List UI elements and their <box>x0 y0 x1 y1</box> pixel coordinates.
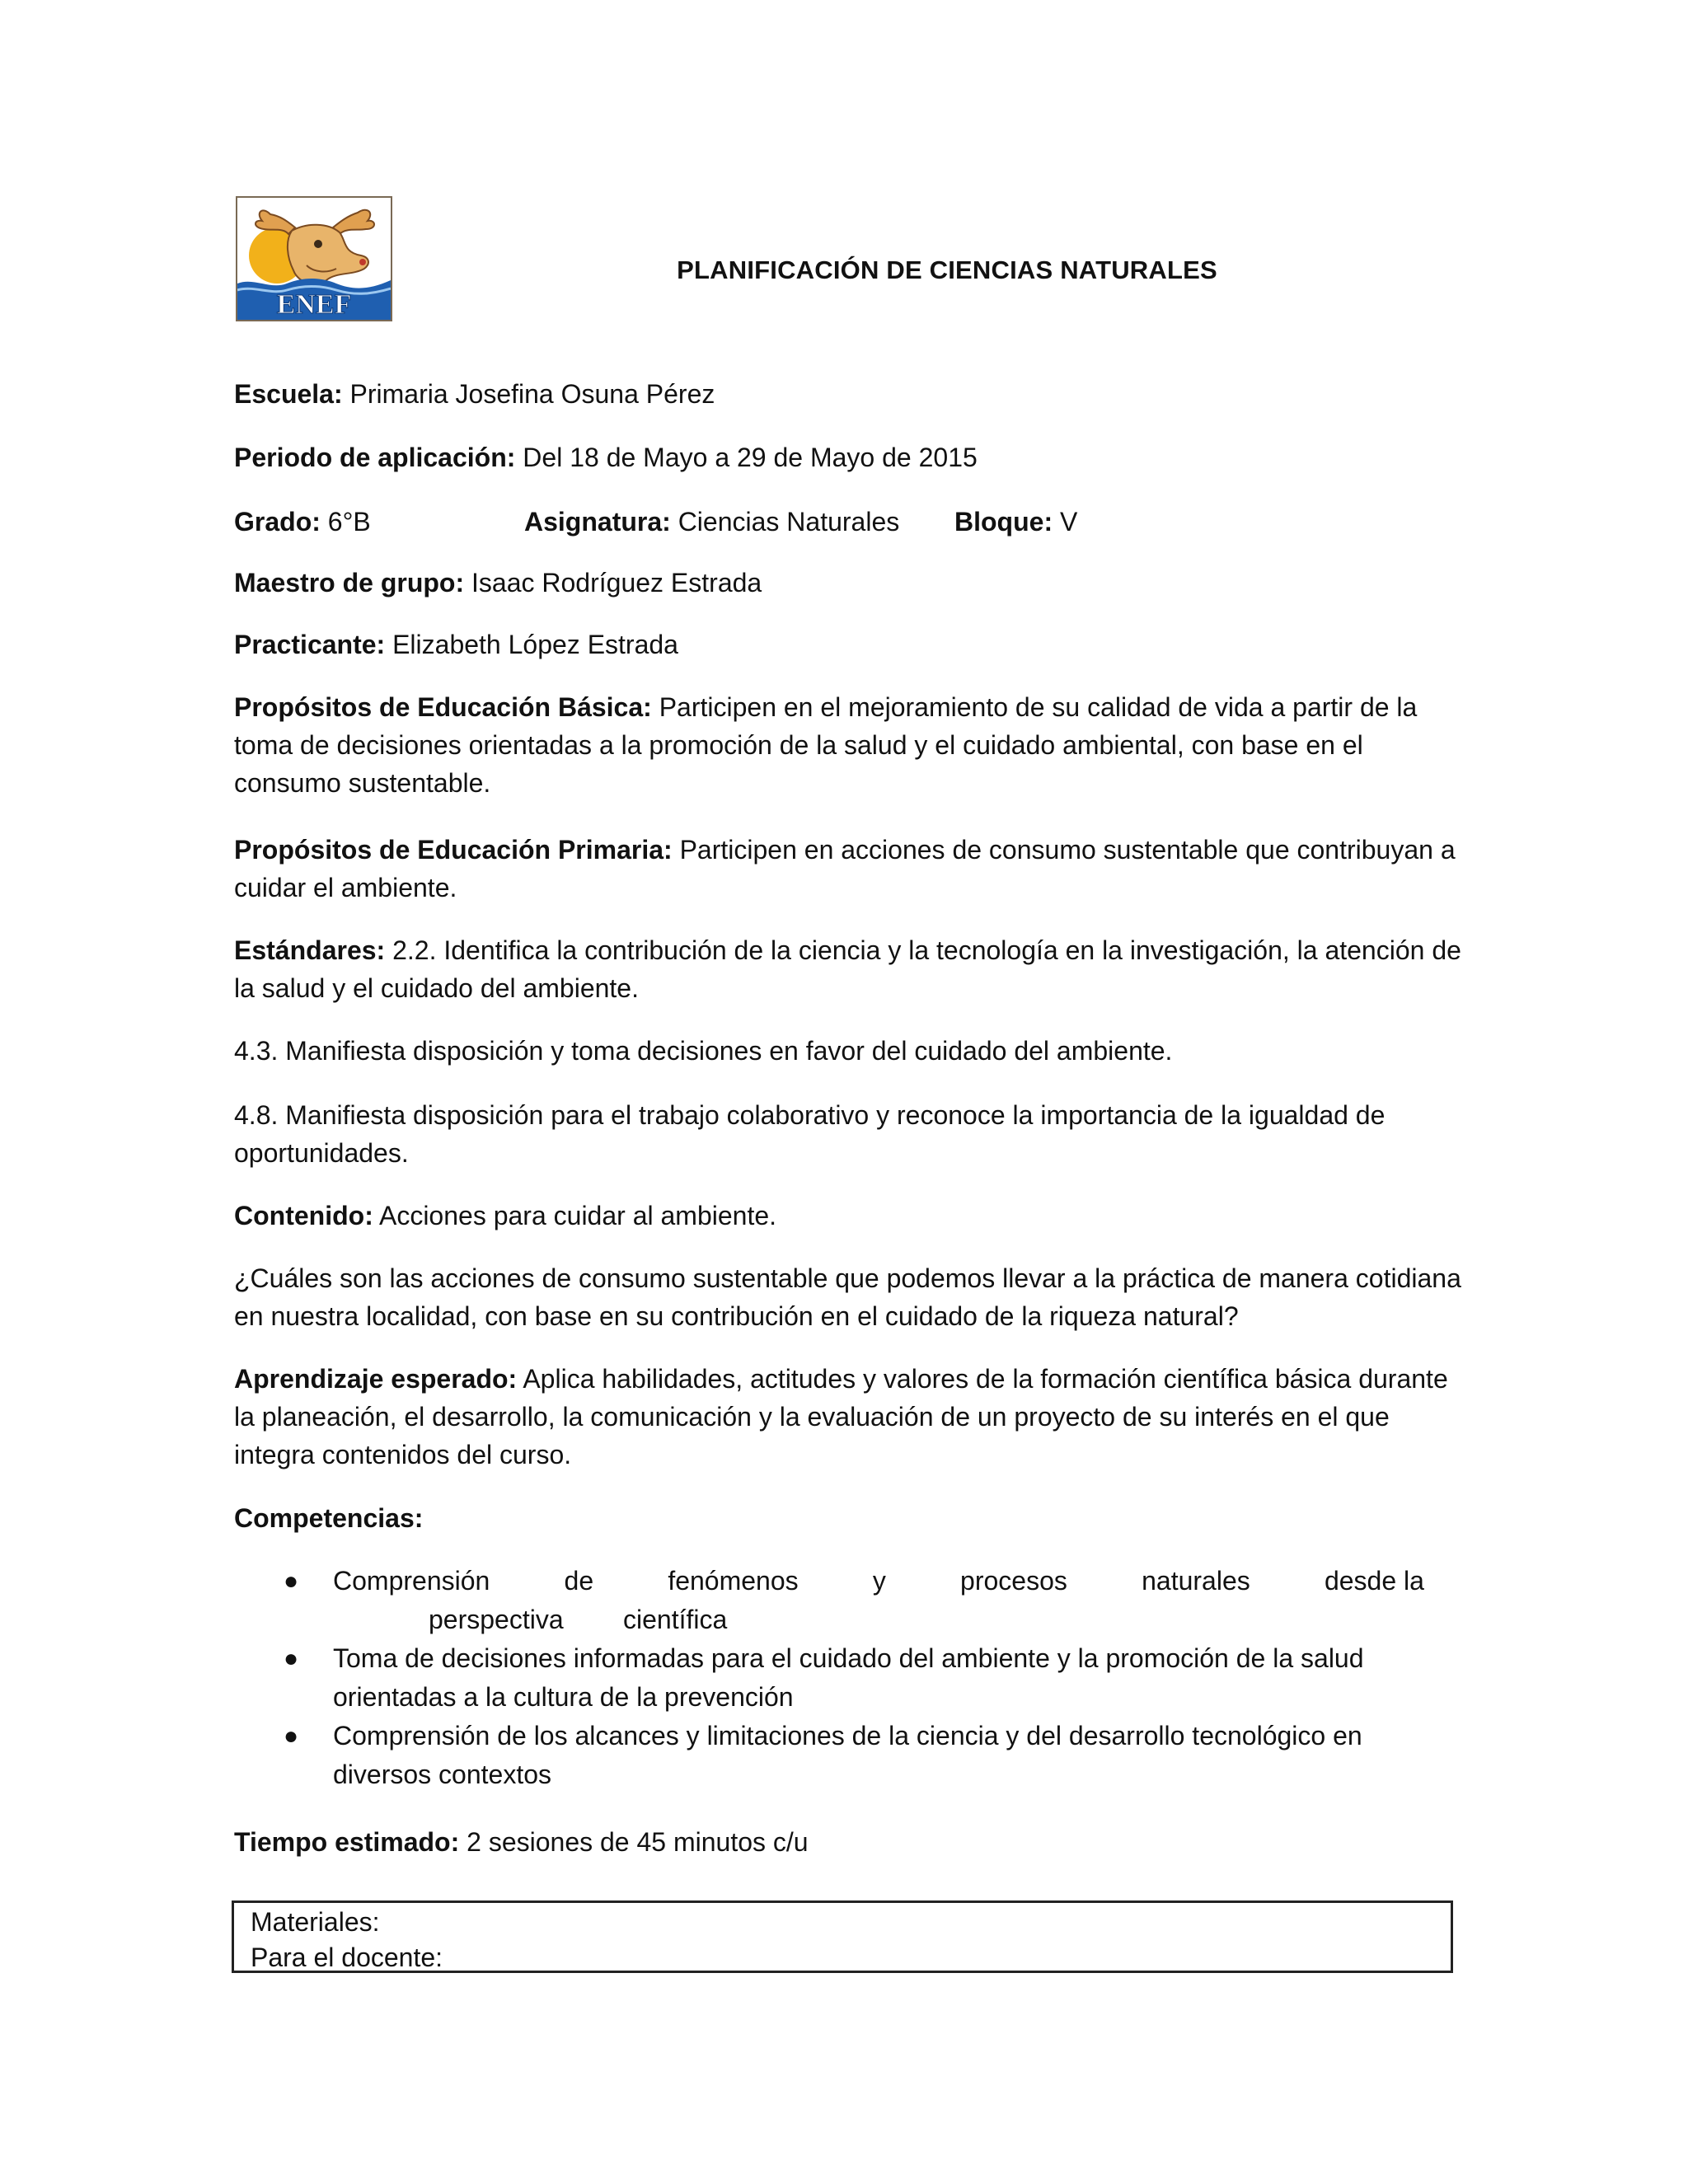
field-value: 2.2. Identifica la contribución de la ciencia y la tecnología en la investigación, la atención de la salud y el cuidado del ambiente. <box>234 935 1461 1003</box>
materials-docente-label: Para el docente: <box>251 1943 443 1972</box>
field-aprendizaje <box>234 1360 1462 1474</box>
bullet-icon: ● <box>284 1722 299 1750</box>
word: y <box>872 1566 886 1596</box>
word: científica <box>623 1605 728 1634</box>
word: de <box>564 1566 594 1596</box>
field-label: Bloque: <box>954 507 1053 537</box>
field-value: Participen en acciones de consumo sustentable que contribuyan a cuidar el ambiente. <box>234 835 1456 902</box>
logo-text: ENEF <box>276 289 352 320</box>
bullet-icon: ● <box>284 1568 299 1595</box>
field-value: 2 sesiones de 45 minutos c/u <box>459 1827 809 1857</box>
competencia-1-line <box>333 1562 1437 1601</box>
word: fenómenos <box>668 1566 799 1596</box>
word: perspectiva <box>429 1605 564 1634</box>
materials-box <box>232 1900 1453 1973</box>
list-item <box>234 1639 1437 1717</box>
field-label: Estándares: <box>234 935 386 965</box>
estandar-4-8: 4.8. Manifiesta disposición para el trabajo colaborativo y reconoce la importancia de la igualdad de oportunidades. <box>234 1100 1386 1168</box>
field-estandares <box>234 931 1462 1007</box>
word: procesos <box>960 1566 1067 1596</box>
field-label: Propósitos de Educación Primaria: <box>234 835 673 865</box>
field-value: Aplica habilidades, actitudes y valores de la formación científica básica durante la planeación, el desarrollo, la comunicación y la evaluación de un proyecto de su interés en el que integra contenidos del curso. <box>234 1364 1448 1469</box>
field-label: Practicante: <box>234 630 386 659</box>
field-value: Isaac Rodríguez Estrada <box>464 568 762 598</box>
field-propositos-primaria <box>234 831 1462 907</box>
list-item <box>234 1717 1437 1794</box>
field-label: Periodo de aplicación: <box>234 443 516 472</box>
pregunta: ¿Cuáles son las acciones de consumo sustentable que podemos llevar a la práctica de manera cotidiana en nuestra localidad, con base en su contribución en el cuidado de la riqueza natural? <box>234 1263 1461 1331</box>
field-periodo <box>234 438 978 476</box>
field-value: Primaria Josefina Osuna Pérez <box>342 379 715 409</box>
field-label: Contenido: <box>234 1201 373 1230</box>
list-item <box>234 1562 1437 1639</box>
word: Comprensión <box>333 1566 490 1596</box>
competencias-list <box>234 1562 1437 1794</box>
word: desde <box>1324 1566 1397 1596</box>
materials-label: Materiales: <box>251 1907 380 1937</box>
field-label: Propósitos de Educación Básica: <box>234 692 652 722</box>
field-value: Del 18 de Mayo a 29 de Mayo de 2015 <box>515 443 978 472</box>
word: la <box>1404 1566 1424 1596</box>
field-value: 6°B <box>320 507 371 537</box>
field-grado <box>234 503 371 541</box>
competencia-2: Toma de decisiones informadas para el cuidado del ambiente y la promoción de la salud orientadas a la cultura de la prevención <box>333 1643 1364 1712</box>
page-title: PLANIFICACIÓN DE CIENCIAS NATURALES <box>677 255 1217 284</box>
field-label: Asignatura: <box>524 507 671 537</box>
field-value: Participen en el mejoramiento de su calidad de vida a partir de la toma de decisiones orientadas a la promoción de la salud y el cuidado ambiental, con base en el consumo sustentable. <box>234 692 1418 798</box>
field-label: Maestro de grupo: <box>234 568 465 598</box>
field-practicante <box>234 626 678 663</box>
field-propositos-basica <box>234 688 1462 802</box>
field-label: Grado: <box>234 507 321 537</box>
field-contenido <box>234 1197 776 1235</box>
field-label: Tiempo estimado: <box>234 1827 460 1857</box>
field-asignatura <box>524 503 899 541</box>
field-value: Acciones para cuidar al ambiente. <box>373 1201 777 1230</box>
field-bloque <box>954 503 1077 541</box>
competencias-heading: Competencias: <box>234 1503 424 1533</box>
field-escuela <box>234 375 715 413</box>
field-maestro <box>234 564 762 602</box>
field-value: Elizabeth López Estrada <box>385 630 678 659</box>
field-tiempo <box>234 1823 809 1861</box>
field-label: Escuela: <box>234 379 343 409</box>
estandar-4-3: 4.3. Manifiesta disposición y toma decisiones en favor del cuidado del ambiente. <box>234 1036 1173 1066</box>
competencia-3: Comprensión de los alcances y limitaciones de la ciencia y del desarrollo tecnológico en diversos contextos <box>333 1721 1362 1789</box>
field-label: Aprendizaje esperado: <box>234 1364 518 1394</box>
word: naturales <box>1142 1566 1250 1596</box>
competencia-1-cont <box>333 1601 1437 1639</box>
field-value: Ciencias Naturales <box>670 507 900 537</box>
bullet-icon: ● <box>284 1645 299 1672</box>
field-value: V <box>1053 507 1078 537</box>
